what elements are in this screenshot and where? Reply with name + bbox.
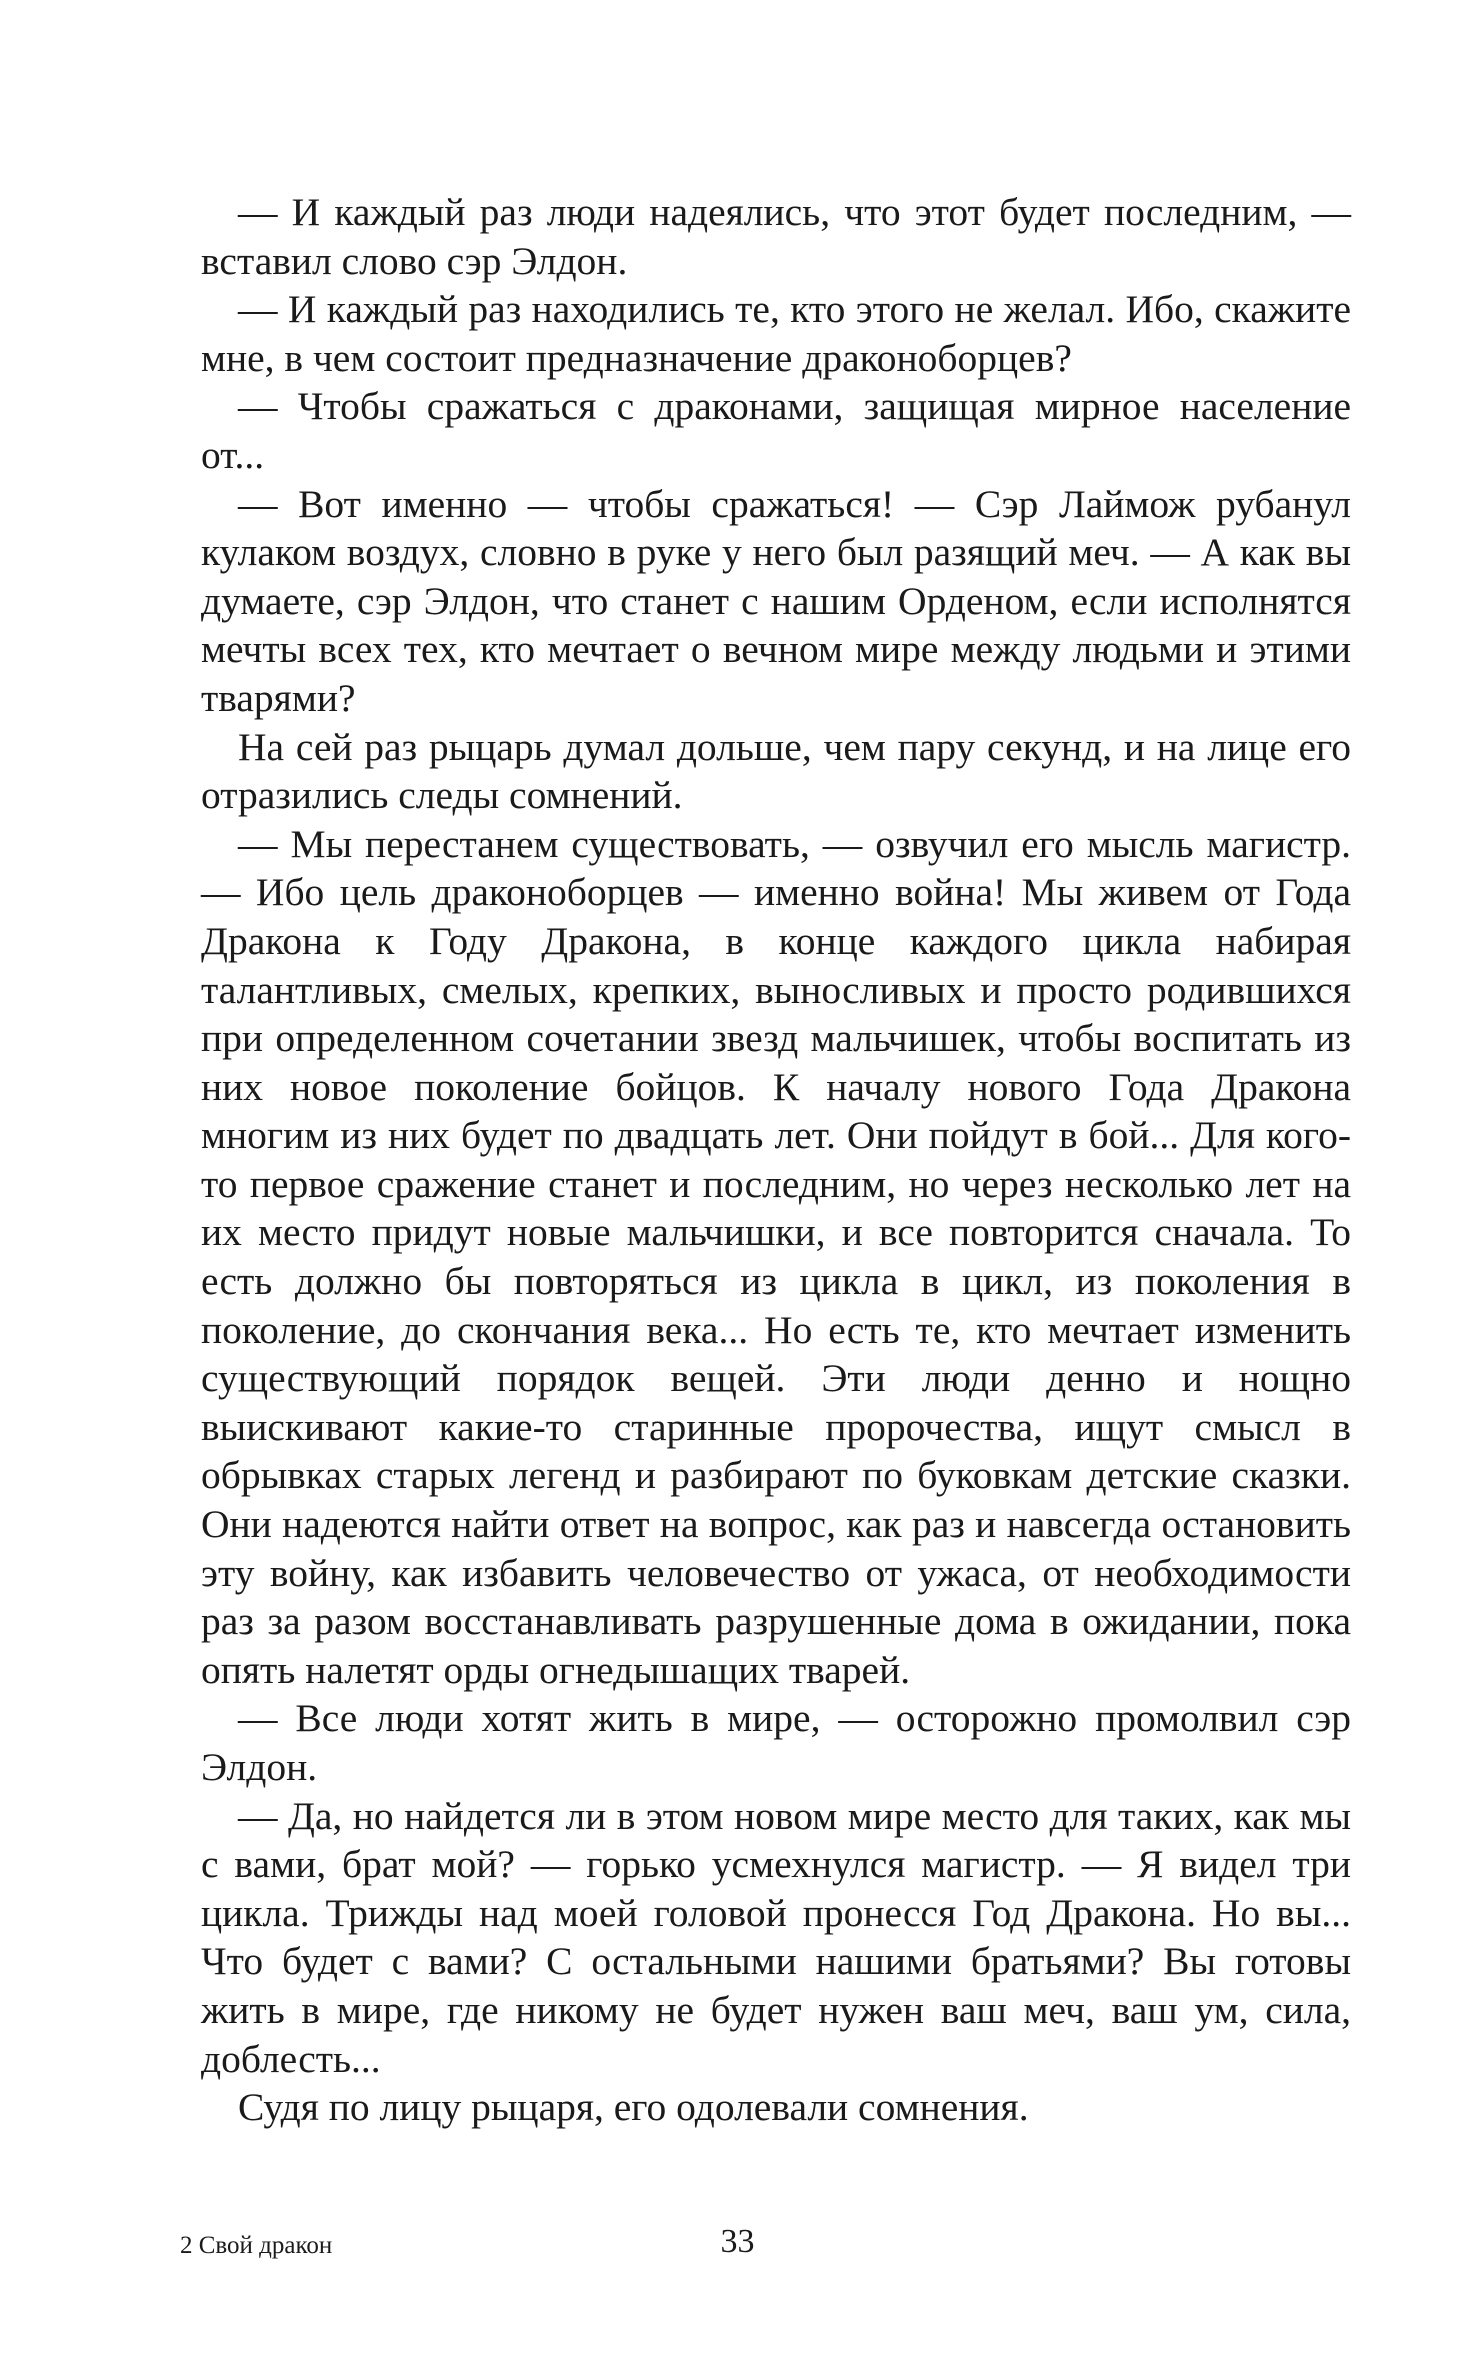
page-body [201, 188, 1351, 2132]
page-number: 33 [720, 2223, 755, 2260]
paragraph: На сей раз рыцарь думал дольше, чем пару секунд, и на лице его отразились следы сомнений. [201, 724, 1351, 818]
paragraph: — И каждый раз находились те, кто этого не желал. Ибо, скажите мне, в чем состоит предназначение драконоборцев? [201, 287, 1351, 380]
printer-signature: 2 Свой дракон [180, 2232, 333, 2259]
paragraph: — И каждый раз люди надеялись, что этот будет последним, — вставил слово сэр Элдон. [201, 190, 1351, 283]
paragraph: Судя по лицу рыцаря, его одолевали сомнения. [238, 2085, 1029, 2130]
paragraph: — Чтобы сражаться с драконами, защищая мирное население от... [201, 384, 1351, 477]
paragraph: — Вот именно — чтобы сражаться! — Сэр Лаймож рубанул кулаком воздух, словно в руке у него был разящий меч. — А как вы думаете, сэр Элдон, что станет с нашим Орденом, если исполнятся мечты всех тех, кто мечтает о вечном мире между людьми и этими тварями? [201, 481, 1351, 720]
paragraph: — Все люди хотят жить в мире, — осторожно промолвил сэр Элдон. [201, 1696, 1351, 1789]
paragraph: — Мы перестанем существовать, — озвучил его мысль магистр. — Ибо цель драконоборцев — именно война! Мы живем от Года Дракона к Году Дракона, в конце каждого цикла набирая талантливых, смелых, крепких, выносливых и просто родившихся при определенном сочетании звезд мальчишек, чтобы воспитать из них новое поколение бойцов. К началу нового Года Дракона многим из них будет по двадцать лет. Они пойдут в бой... Для кого-то первое сражение станет и последним, но через несколько лет на их место придут новые мальчишки, и все повторится сначала. То есть должно бы повторяться из цикла в цикл, из поколения в поколение, до скончания века... Но есть те, кто мечтает изменить существующий порядок вещей. Эти люди денно и нощно выискивают какие-то старинные пророчества, ищут смысл в обрывках старых легенд и разбирают по буковкам детские сказки. Они надеются найти ответ на вопрос, как раз и навсегда остановить эту войну, как избавить человечество от ужаса, от необходимости раз за разом восстанавливать разрушенные дома в ожидании, пока опять налетят орды огнедышащих тварей. [201, 821, 1351, 1692]
paragraph: — Да, но найдется ли в этом новом мире место для таких, как мы с вами, брат мой? — горько усмехнулся магистр. — Я видел три цикла. Трижды над моей головой пронесся Год Дракона. Но вы... Что будет с вами? С остальными нашими братьями? Вы готовы жить в мире, где никому не будет нужен ваш меч, ваш ум, сила, доблесть... [201, 1793, 1351, 2081]
page-footer [0, 2223, 1475, 2263]
